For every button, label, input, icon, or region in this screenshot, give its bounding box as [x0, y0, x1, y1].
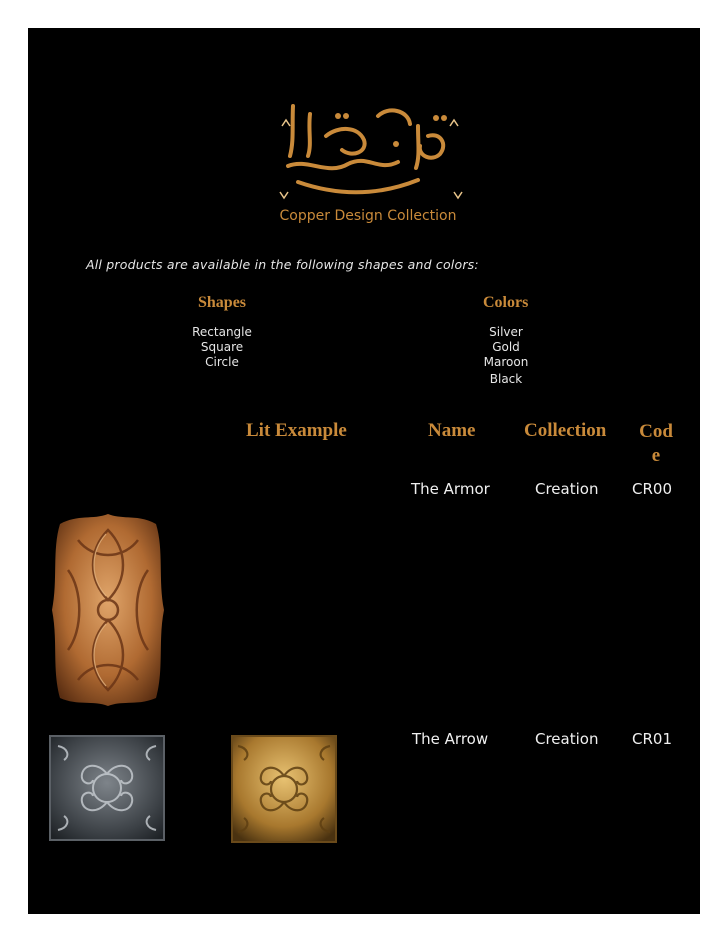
armor-tile-image — [48, 510, 168, 710]
shape-item: Circle — [205, 355, 239, 369]
row2-collection: Creation — [535, 730, 599, 748]
color-item: Black — [489, 372, 523, 386]
color-item: Silver — [489, 325, 523, 339]
row2-name: The Arrow — [412, 730, 489, 748]
row1-code: CR00 — [632, 480, 672, 498]
header-name: Name — [428, 420, 476, 441]
shape-item: Square — [200, 340, 244, 354]
header-code-line1: Cod — [639, 421, 673, 442]
color-item: Maroon — [483, 355, 529, 369]
row2-code: CR01 — [632, 730, 672, 748]
brand-logo — [268, 96, 468, 228]
header-lit-example: Lit Example — [246, 420, 347, 441]
logo-tagline: Copper Design Collection — [279, 208, 457, 224]
color-item: Gold — [492, 340, 520, 354]
header-code-line2: e — [651, 445, 661, 466]
colors-list — [468, 325, 544, 387]
shape-item: Rectangle — [192, 325, 252, 339]
intro-text: All products are available in the following shapes and colors: — [86, 257, 479, 272]
shapes-heading: Shapes — [198, 294, 247, 311]
row1-collection: Creation — [535, 480, 599, 498]
document-page — [28, 28, 700, 914]
arrow-tile-lit-image — [230, 734, 338, 844]
row1-name: The Armor — [411, 480, 490, 498]
arrow-tile-silver-image — [48, 734, 166, 842]
header-code — [634, 420, 678, 468]
colors-heading: Colors — [483, 294, 529, 311]
shapes-list — [180, 325, 264, 370]
header-collection: Collection — [524, 420, 607, 441]
